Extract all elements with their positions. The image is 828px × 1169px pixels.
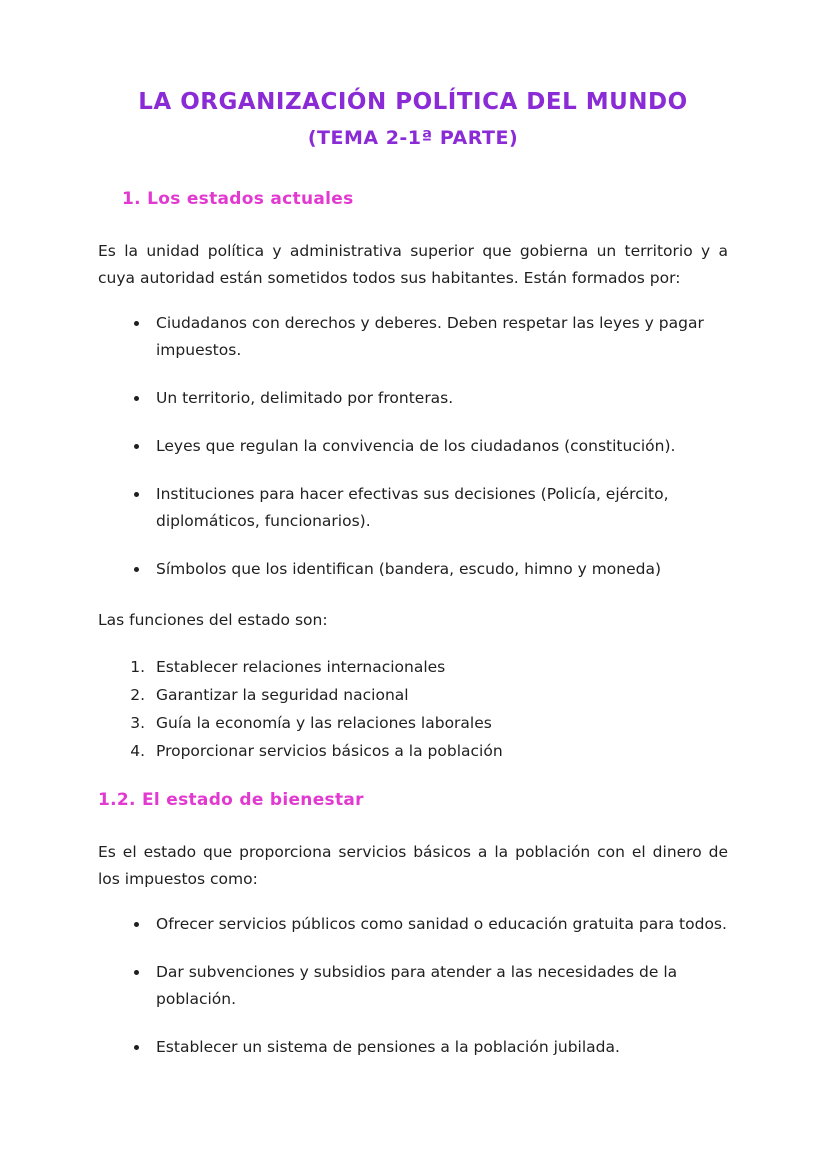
section-2-heading: 1.2. El estado de bienestar bbox=[98, 790, 364, 810]
state-functions-list bbox=[98, 654, 728, 765]
section-2-intro-paragraph: Es el estado que proporciona servicios básicos a la población con el dinero de los impuestos como: bbox=[98, 843, 728, 888]
state-components-list bbox=[98, 310, 728, 583]
list-item: • Ciudadanos con derechos y deberes. Deben respetar las leyes y pagar impuestos. bbox=[150, 310, 728, 364]
list-item: • Un territorio, delimitado por fronteras. bbox=[150, 385, 728, 412]
list-item: • Símbolos que los identifican (bandera, escudo, himno y moneda) bbox=[150, 556, 728, 583]
page-title: LA ORGANIZACIÓN POLÍTICA DEL MUNDO bbox=[138, 89, 688, 115]
list-item: • Instituciones para hacer efectivas sus decisiones (Policía, ejército, diplomáticos, funcionarios). bbox=[150, 481, 728, 535]
functions-label: Las funciones del estado son: bbox=[98, 611, 328, 629]
list-item: • Ofrecer servicios públicos como sanidad o educación gratuita para todos. bbox=[150, 911, 728, 938]
list-item: 4. Proporcionar servicios básicos a la población bbox=[150, 738, 728, 765]
page-subtitle: (TEMA 2-1ª PARTE) bbox=[307, 127, 519, 149]
list-item: • Leyes que regulan la convivencia de los ciudadanos (constitución). bbox=[150, 433, 728, 460]
section-1-heading: 1. Los estados actuales bbox=[122, 189, 354, 209]
list-item: 3. Guía la economía y las relaciones laborales bbox=[150, 710, 728, 737]
welfare-state-list bbox=[98, 911, 728, 1061]
list-item: • Establecer un sistema de pensiones a la población jubilada. bbox=[150, 1034, 728, 1061]
list-item: 2. Garantizar la seguridad nacional bbox=[150, 682, 728, 709]
list-item: 1. Establecer relaciones internacionales bbox=[150, 654, 728, 681]
list-item: • Dar subvenciones y subsidios para atender a las necesidades de la población. bbox=[150, 959, 728, 1013]
section-1-intro-paragraph: Es la unidad política y administrativa superior que gobierna un territorio y a cuya autoridad están sometidos todos sus habitantes. Están formados por: bbox=[98, 242, 728, 287]
